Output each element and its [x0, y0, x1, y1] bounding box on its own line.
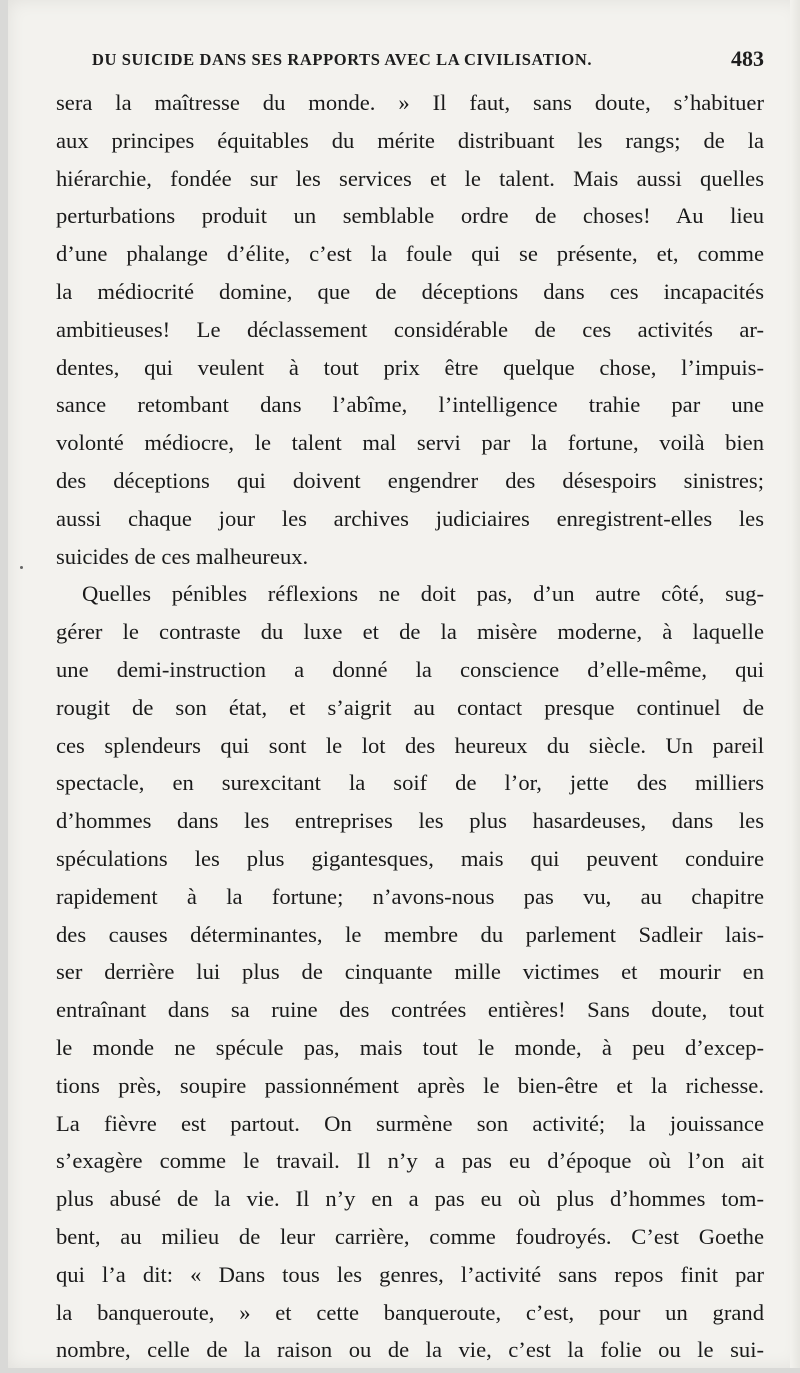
page-edge-shadow [790, 0, 800, 1368]
text-line: aussi chaque jour les archives judiciaires enregistrent-elles les [56, 505, 764, 531]
text-line: perturbations produit un semblable ordre de choses! Au lieu [56, 203, 764, 229]
text-line: ambitieuses! Le déclassement considérable de ces activités ar- [56, 316, 764, 342]
text-line: la banqueroute, » et cette banqueroute, c’est, pour un grand [56, 1299, 764, 1325]
text-line: tions près, soupire passionnément après le bien-être et la richesse. [56, 1072, 764, 1098]
paragraph-2 [56, 575, 764, 1369]
body-text [56, 84, 764, 1369]
text-line: d’hommes dans les entreprises les plus hasardeuses, dans les [56, 808, 764, 834]
text-line: hiérarchie, fondée sur les services et le talent. Mais aussi quelles [56, 165, 764, 191]
text-line: bent, au milieu de leur carrière, comme foudroyés. C’est Goethe [56, 1223, 764, 1249]
text-line: volonté médiocre, le talent mal servi par la fortune, voilà bien [56, 430, 764, 456]
text-line: la médiocrité domine, que de déceptions dans ces incapacités [56, 278, 764, 304]
text-line: spéculations les plus gigantesques, mais qui peuvent conduire [56, 845, 764, 871]
text-line: nombre, celle de la raison ou de la vie, c’est la folie ou le sui- [56, 1337, 764, 1363]
text-line: une demi-instruction a donné la conscience d’elle-même, qui [56, 656, 764, 682]
text-line: sance retombant dans l’abîme, l’intelligence trahie par une [56, 392, 764, 418]
scan-speck [20, 566, 23, 569]
running-header [92, 46, 764, 74]
text-line: rapidement à la fortune; n’avons-nous pas vu, au chapitre [56, 883, 764, 909]
text-line: rougit de son état, et s’aigrit au contact presque continuel de [56, 694, 764, 720]
text-line: des déceptions qui doivent engendrer des désespoirs sinistres; [56, 467, 764, 493]
text-line: le monde ne spécule pas, mais tout le monde, à peu d’excep- [56, 1034, 764, 1060]
text-line: ser derrière lui plus de cinquante mille victimes et mourir en [56, 959, 764, 985]
page-number: 483 [731, 46, 764, 71]
text-line: La fièvre est partout. On surmène son activité; la jouissance [56, 1110, 764, 1136]
text-line: suicides de ces malheureux. [56, 543, 309, 569]
paragraph-1 [56, 84, 764, 575]
text-line: aux principes équitables du mérite distribuant les rangs; de la [56, 127, 764, 153]
text-line: d’une phalange d’élite, c’est la foule qui se présente, et, comme [56, 241, 764, 267]
text-line: Quelles pénibles réflexions ne doit pas, d’un autre côté, sug- [82, 581, 764, 607]
text-line: s’exagère comme le travail. Il n’y a pas eu d’époque où l’on ait [56, 1148, 764, 1174]
text-line: ces splendeurs qui sont le lot des heureux du siècle. Un pareil [56, 732, 764, 758]
text-line: entraînant dans sa ruine des contrées entières! Sans doute, tout [56, 997, 764, 1023]
text-line: gérer le contraste du luxe et de la misère moderne, à laquelle [56, 619, 764, 645]
running-title: DU SUICIDE DANS SES RAPPORTS AVEC LA CIVILISATION. [92, 50, 593, 69]
text-line: plus abusé de la vie. Il n’y en a pas eu où plus d’hommes tom- [56, 1186, 764, 1212]
text-line: qui l’a dit: « Dans tous les genres, l’activité sans repos finit par [56, 1261, 764, 1287]
text-line: sera la maîtresse du monde. » Il faut, sans doute, s’habituer [56, 90, 764, 115]
text-line: des causes déterminantes, le membre du parlement Sadleir lais- [56, 921, 764, 947]
scanned-page [8, 0, 800, 1368]
text-line: spectacle, en surexcitant la soif de l’or, jette des milliers [56, 770, 764, 796]
text-line: dentes, qui veulent à tout prix être quelque chose, l’impuis- [56, 354, 764, 380]
